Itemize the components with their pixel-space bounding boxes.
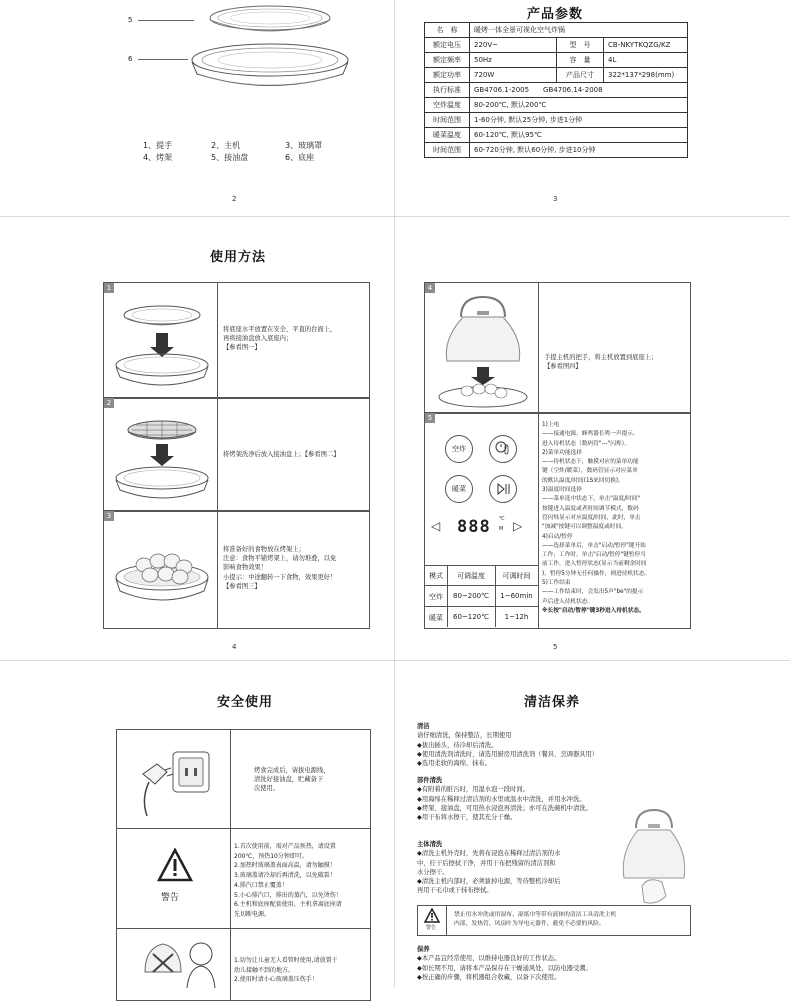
step-3-box <box>103 510 370 629</box>
table-cell: 80~200℃ <box>453 592 489 600</box>
warning-label: 警告 <box>426 925 437 931</box>
spec-value: 暖烤一体全景可视化空气炸锅 <box>470 23 688 38</box>
table-header: 可调时间 <box>502 572 531 580</box>
text-line: ◆用海绵在稀释过清洁剂的水里或温水中清洗，并用水冲洗。 <box>417 795 586 803</box>
text-line: ◆本产品宜经常使用，以维持电器良好的工作状态。 <box>417 955 561 963</box>
step-number: 5 <box>425 413 435 423</box>
step-number: 2 <box>104 398 114 408</box>
warning-label: 警告 <box>161 893 180 903</box>
page-title: 清洁保养 <box>524 695 581 710</box>
spec-value: 60-120℃, 默认95℃ <box>470 128 688 143</box>
step-5-box <box>424 412 691 629</box>
section-title: 保养 <box>417 946 430 953</box>
unit-minute: M <box>499 526 504 532</box>
air-fry-button[interactable]: 空炸 <box>445 435 473 463</box>
section-title: 清洁 <box>417 723 430 730</box>
spec-value: GB4706.1-2005 GB4706.14-2008 <box>470 83 688 98</box>
table-row <box>425 23 688 38</box>
text-line: ◆清洗主机内部时，必须拔掉电源，等待整机冷却后 <box>417 878 561 886</box>
spec-value: 1-60分钟, 默认25分钟, 步进1分钟 <box>470 113 688 128</box>
text-line: 将烤架洗净后放入接油盘上；【参看图二】 <box>223 451 340 458</box>
body-cleaning-section <box>417 840 617 896</box>
callout-6: 6 <box>128 55 133 63</box>
page-number: 3 <box>553 195 558 203</box>
page-2 <box>0 0 394 216</box>
child-safety-illustration <box>135 932 225 988</box>
table-row <box>425 53 688 68</box>
text-line: 水分擦干。 <box>417 868 449 876</box>
spec-label: 额定频率 <box>425 53 470 68</box>
text-line: ※长按"启动/暂停"键3秒进入待机状态。 <box>542 607 645 614</box>
table-cell: 暖菜 <box>429 614 443 622</box>
text-line: 再用干毛巾或干抹布擦拭。 <box>417 887 493 895</box>
page-number: 5 <box>553 643 558 651</box>
page-title: 使用方法 <box>210 250 267 265</box>
text-line: 6.主机和底座配套使用，主机拿离底座请 <box>234 901 342 909</box>
spec-value: 80-200℃, 默认200℃ <box>470 98 688 113</box>
text-line: 4.排汽口禁止覆盖！ <box>234 881 288 889</box>
plus-right-icon[interactable]: ▷ <box>513 519 523 533</box>
spec-label: 容 量 <box>557 53 604 68</box>
warning-text <box>454 911 616 929</box>
text-line: ◆用干布将水擦干，使其充分干燥。 <box>417 814 517 822</box>
text-line: 次使用。 <box>254 785 280 793</box>
spec-label: 产品尺寸 <box>557 68 604 83</box>
text-line: 按键进入温度或者时间调节模式，数码 <box>542 505 639 512</box>
part-2: 2、主机 <box>211 141 241 150</box>
spec-label: 时间范围 <box>425 113 470 128</box>
step-3-text <box>223 545 367 591</box>
text-line: ◆按正确的步骤，将机器组合收藏，以备下次使用。 <box>417 973 561 981</box>
place-main-unit-illustration <box>433 289 533 411</box>
part-6: 6、底座 <box>285 153 315 162</box>
maintenance-section <box>417 945 697 982</box>
text-line: 进入待机状态（数码管"---"闪烁）。 <box>542 440 631 447</box>
text-line: ◆有附着的脏污时，用湿水泡一段时间。 <box>417 786 529 794</box>
safety-row-3-text <box>234 956 368 985</box>
part-4: 4、烤架 <box>143 153 173 162</box>
unplug-socket-illustration <box>137 744 217 819</box>
table-row <box>425 143 688 158</box>
text-line: ◆使用清洗剂清洗时，请选用厨房用清洗剂（餐具、烹调器具用） <box>417 750 599 758</box>
text-line: 注意：食物平铺烤架上，请勿堆叠，以免 <box>223 555 337 563</box>
table-row <box>425 83 688 98</box>
spec-value: 220V~ <box>470 38 557 53</box>
text-line: ——待机状态下，触摸对应的菜单功能 <box>542 459 639 466</box>
text-line: 烤食完成后，请拔电源线， <box>254 767 330 774</box>
callout-line-6 <box>138 59 188 60</box>
step-2-text <box>223 450 367 459</box>
text-line: 3)温度时间选择 <box>542 487 582 494</box>
step-number: 3 <box>104 511 114 521</box>
part-3: 3、玻璃罩 <box>285 141 323 150</box>
text-line: ——工作结束时，会发出5声"be"的提示 <box>542 589 644 596</box>
text-line: 声后进入待机状态。 <box>542 598 594 605</box>
section-title: 部件清洗 <box>417 777 443 784</box>
spec-label: 型 号 <box>557 38 604 53</box>
text-line: 2.加热时玻璃盖表面高温，请勿触摸！ <box>234 862 336 870</box>
spec-label: 时间范围 <box>425 143 470 158</box>
table-cell: 1~12h <box>504 613 529 621</box>
text-line: 1)上电 <box>542 422 560 428</box>
text-line: ◆选用柔软的海绵、抹布。 <box>417 760 492 768</box>
table-row <box>425 98 688 113</box>
text-line: 5.小心排汽口，排出的蒸汽，以免烫伤！ <box>234 891 342 899</box>
table-row <box>425 38 688 53</box>
drip-tray-and-base-illustration <box>185 2 355 97</box>
text-line: 2)菜单功能选择 <box>542 449 582 456</box>
control-panel <box>431 431 533 561</box>
page-title: 产品参数 <box>527 7 584 22</box>
step-5-instructions <box>542 421 688 616</box>
spec-value: 50Hz <box>470 53 557 68</box>
safety-table <box>116 729 371 1001</box>
text-line: 200℃，预热10分钟即可。 <box>234 852 308 860</box>
text-line: 内部，发热管、风扇叶为导电元器件，避免不必要的风险。 <box>454 921 605 927</box>
text-line: 的默认温度/时间(1S来回切换)。 <box>542 477 624 484</box>
text-line: 1.切勿让儿童无人看管时使用,请放置于 <box>234 957 338 964</box>
start-pause-button[interactable] <box>489 475 517 503</box>
callout-5: 5 <box>128 16 133 24</box>
table-row <box>425 113 688 128</box>
text-line: 前工作，进入暂停状态(显示当前剩余时间 <box>542 561 647 568</box>
food-on-rack-illustration <box>112 527 212 622</box>
text-line: 5)工作结束 <box>542 580 571 587</box>
text-line: ——接通电源，蜂鸣器长鸣一声提示， <box>542 431 639 438</box>
text-line: ——选择菜单后，单击"启动/暂停"键开始 <box>542 542 646 549</box>
spec-label: 执行标准 <box>425 83 470 98</box>
text-line: 影响食物效果！ <box>223 564 268 572</box>
table-header: 可调温度 <box>457 572 485 580</box>
page-title: 安全使用 <box>217 695 274 710</box>
text-line: 先切断电源。 <box>234 910 271 918</box>
text-line: 键（空炸/暖菜），数码管显示对应菜单 <box>542 468 638 475</box>
text-line: 中，拧干后擦拭干净，并用干布把残留的清洁剂和 <box>417 859 556 867</box>
warning-triangle-icon <box>157 848 193 882</box>
safety-row-1-text <box>254 766 366 794</box>
table-cell: 空炸 <box>429 593 443 601</box>
spec-label: 名 称 <box>425 23 470 38</box>
table-cell: 1~60min <box>500 592 533 600</box>
page-divider-vertical <box>394 0 395 987</box>
table-cell: 60~120℃ <box>453 613 489 621</box>
spec-label: 暖菜温度 <box>425 128 470 143</box>
play-pause-icon <box>490 476 516 502</box>
text-line: 3.玻璃盖请冷却后再清洗，以免破裂！ <box>234 872 336 880</box>
digital-display: 888 <box>457 517 491 537</box>
text-line: 再将接油盘放入底座内； <box>223 335 293 343</box>
step-1-box <box>103 282 370 399</box>
text-line: 4)启动/暂停 <box>542 533 573 540</box>
part-5: 5、接油盘 <box>211 153 249 162</box>
cleaning-warning-box <box>417 905 691 936</box>
table-header: 模式 <box>429 572 443 580</box>
page-number: 2 <box>232 195 237 203</box>
step-1-text <box>223 325 365 353</box>
main-unit-cleaning-illustration <box>618 806 688 911</box>
parts-list <box>143 140 363 164</box>
warm-button[interactable]: 暖菜 <box>445 475 473 503</box>
text-line: 2.使用时请小心玻璃盖压伤手！ <box>234 976 318 984</box>
step-4-text <box>544 353 688 371</box>
step-number: 1 <box>104 283 114 293</box>
spec-value: 720W <box>470 68 557 83</box>
text-line: "加减"按键可以调整温度或时间。 <box>542 524 627 531</box>
text-line: 手提主机的把手，将主机放置到底座上； <box>544 354 658 361</box>
table-row <box>425 68 688 83</box>
step-number: 4 <box>425 283 435 293</box>
text-line: 工作；工作时，单击"启动/暂停"键暂停当 <box>542 552 646 559</box>
page-divider-1 <box>0 216 790 217</box>
text-line: ◆烤架、接油盘，可用热水浸泡再清洗；亦可在洗碗机中清洗。 <box>417 804 592 812</box>
temp-time-button[interactable] <box>489 435 517 463</box>
part-1: 1、提手 <box>143 141 173 150</box>
step-4-box <box>424 282 691 414</box>
rack-on-tray-illustration <box>112 412 212 507</box>
safety-row-2-text <box>234 842 368 920</box>
text-line: 1.首次使用前，需对产品预热，请设置 <box>234 843 336 850</box>
spec-label: 空炸温度 <box>425 98 470 113</box>
unit-celsius: ℃ <box>499 516 505 522</box>
base-and-tray-illustration <box>112 297 212 392</box>
spec-table <box>424 22 688 158</box>
cleaning-section <box>417 722 697 768</box>
text-line: )，暂停5分钟无任何操作，则进待机状态。 <box>542 570 651 577</box>
text-line: ◆如长期不用，请将本产品保存在干燥通风处，以防电器受潮。 <box>417 964 592 972</box>
spec-label: 额定电压 <box>425 38 470 53</box>
text-line: ◆清洗主机外壳时，先将布浸泡在稀释过清洁剂的水 <box>417 850 561 858</box>
spec-label: 额定功率 <box>425 68 470 83</box>
text-line: 幼儿接触不到的地方。 <box>234 966 295 974</box>
text-line: 请仔细清洗，保持整洁，长期使用 <box>417 732 512 740</box>
page-number: 4 <box>232 643 237 651</box>
text-line: ◆拔出插头、待冷却后清洗。 <box>417 741 498 749</box>
text-line: 将准备好的食物放在烤架上； <box>223 546 305 553</box>
text-line: 小提示：中途翻转一下食物，效果更好！ <box>223 573 337 581</box>
text-line: 禁止用水冲洗或用湿布、湿纸巾等带有液体的清洁工具清洗主机 <box>454 912 617 918</box>
text-line: ——菜单选中状态下，单击"温度/时间" <box>542 496 641 503</box>
warning-triangle-icon <box>424 908 440 923</box>
text-line: 【参看图四】 <box>544 363 582 371</box>
table-row <box>425 128 688 143</box>
spec-value: CB-NKYTKQZG/KZ <box>604 38 688 53</box>
text-line: 将底座水平放置在安全、平直的台面上， <box>223 326 337 333</box>
text-line: 【参看图一】 <box>223 344 261 352</box>
spec-value: 4L <box>604 53 688 68</box>
text-line: 清洗好接油盘，贮藏备下 <box>254 776 324 784</box>
step-2-box <box>103 397 370 512</box>
spec-value: 60-720分钟, 默认60分钟, 步进10分钟 <box>470 143 688 158</box>
section-title: 主体清洗 <box>417 841 443 848</box>
text-line: 管闪烁显示对应温度/时间，此时，单击 <box>542 514 641 521</box>
minus-left-icon[interactable]: ◁ <box>431 519 441 533</box>
spec-value: 322*137*298(mm) <box>604 68 688 83</box>
page-divider-2 <box>0 660 790 661</box>
text-line: 【参看图三】 <box>223 582 261 590</box>
thermo-clock-icon <box>490 436 516 462</box>
